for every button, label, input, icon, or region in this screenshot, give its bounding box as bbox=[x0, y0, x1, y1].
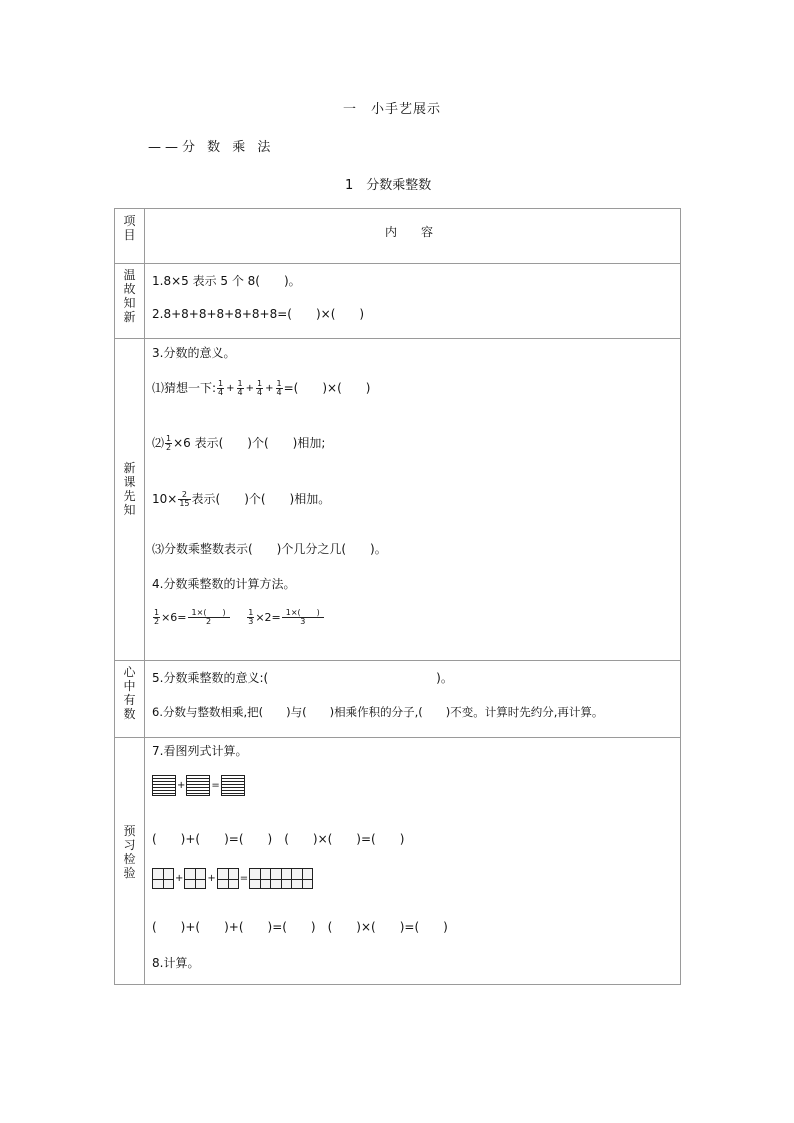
plus-sign: + bbox=[265, 383, 274, 394]
grid-square-figure bbox=[217, 868, 239, 889]
fraction-third bbox=[247, 609, 254, 626]
frac-num: 1 bbox=[154, 608, 160, 617]
section-label-practice bbox=[115, 738, 145, 985]
calc1-result-fraction bbox=[188, 609, 230, 626]
plus-sign: + bbox=[175, 873, 184, 884]
plus-sign: + bbox=[177, 780, 186, 791]
question-7: 7.看图列式计算。 bbox=[152, 744, 248, 758]
frac-num: 1 bbox=[276, 379, 282, 388]
question-4: 4.分数乘整数的计算方法。 bbox=[152, 577, 296, 591]
section-label-text: 新课先知 bbox=[123, 461, 136, 517]
question-3-3: ⑶分数乘整数表示( )个几分之几( )。 bbox=[152, 542, 387, 556]
plus-sign: + bbox=[226, 383, 235, 394]
col1-header: 项目 bbox=[123, 214, 136, 242]
frac-den: 4 bbox=[237, 388, 243, 397]
lesson-title: 1 分数乘整数 bbox=[345, 178, 432, 193]
equals-sign: = bbox=[239, 873, 249, 884]
equals-sign: = bbox=[211, 780, 220, 791]
header-content-cell bbox=[145, 209, 681, 264]
fraction-two-fifteenths bbox=[178, 491, 190, 508]
frac-den: 4 bbox=[257, 388, 263, 397]
subtitle: ——分 数 乘 法 bbox=[148, 140, 275, 155]
question-2: 2.8+8+8+8+8+8+8=( )×( ) bbox=[152, 307, 365, 321]
frac-den: 3 bbox=[300, 617, 306, 626]
frac-den: 2 bbox=[166, 443, 172, 452]
plus-sign: + bbox=[207, 873, 216, 884]
figure-grid-boxes bbox=[152, 868, 313, 889]
section-label-text: 心中有数 bbox=[123, 665, 136, 721]
fraction-half bbox=[165, 435, 172, 452]
fraction-quarter bbox=[237, 380, 244, 397]
practice-row-1: ( )+( )=( ) ( )×( )=( ) bbox=[152, 832, 405, 846]
striped-bar-figure bbox=[221, 775, 245, 796]
section-label-text: 温故知新 bbox=[123, 268, 136, 324]
calc-examples bbox=[152, 609, 325, 626]
grid-square-figure bbox=[184, 868, 206, 889]
frac-num: 1 bbox=[237, 379, 243, 388]
q3-1-prefix: ⑴猜想一下: bbox=[152, 381, 217, 395]
grid-square-figure bbox=[249, 868, 271, 889]
header-label-cell bbox=[115, 209, 145, 264]
q3-2b-suffix: 表示( )个( )相加。 bbox=[191, 492, 331, 506]
q3-1-suffix: =( )×( ) bbox=[283, 381, 371, 395]
frac-den: 2 bbox=[206, 617, 212, 626]
question-3-2 bbox=[152, 434, 325, 452]
frac-den: 2 bbox=[154, 617, 160, 626]
question-8: 8.计算。 bbox=[152, 956, 200, 970]
worksheet-table bbox=[114, 208, 681, 985]
frac-num: 1×( ) bbox=[282, 609, 324, 618]
frac-den: 15 bbox=[179, 499, 190, 508]
plus-sign: + bbox=[245, 383, 255, 394]
striped-bar-figure bbox=[186, 775, 210, 796]
fraction-quarter bbox=[217, 380, 224, 397]
fraction-half bbox=[153, 609, 160, 626]
practice-row-2: ( )+( )+( )=( ) ( )×( )=( ) bbox=[152, 920, 448, 934]
newlesson-cell bbox=[145, 339, 681, 661]
frac-num: 1×( ) bbox=[188, 609, 230, 618]
frac-num: 1 bbox=[218, 379, 224, 388]
unit-title: 一 小手艺展示 bbox=[343, 102, 442, 117]
question-6: 6.分数与整数相乘,把( )与( )相乘作积的分子,( )不变。计算时先约分,再计算。 bbox=[152, 705, 604, 719]
section-label-newlesson bbox=[115, 339, 145, 661]
calc1-mid: ×6= bbox=[161, 611, 187, 624]
section-label-review bbox=[115, 264, 145, 339]
section-label-mind bbox=[115, 661, 145, 738]
question-3-1 bbox=[152, 379, 370, 397]
question-3: 3.分数的意义。 bbox=[152, 346, 236, 360]
frac-num: 2 bbox=[178, 491, 190, 500]
frac-num: 1 bbox=[257, 379, 263, 388]
figure-striped-bars bbox=[152, 775, 245, 796]
question-3-2b bbox=[152, 490, 330, 508]
frac-den: 4 bbox=[276, 388, 282, 397]
frac-num: 1 bbox=[248, 608, 254, 617]
mind-cell bbox=[145, 661, 681, 738]
q3-2-suffix: ×6 表示( )个( )相加; bbox=[173, 436, 326, 450]
q3-2-prefix: ⑵ bbox=[152, 436, 165, 450]
practice-cell bbox=[145, 738, 681, 985]
grid-square-figure bbox=[270, 868, 292, 889]
grid-square-figure bbox=[291, 868, 313, 889]
col2-header: 内 容 bbox=[385, 225, 434, 239]
grid-square-figure bbox=[152, 868, 174, 889]
calc2-mid: ×2= bbox=[255, 611, 281, 624]
striped-bar-figure bbox=[152, 775, 176, 796]
frac-num: 1 bbox=[166, 434, 172, 443]
fraction-quarter bbox=[256, 380, 263, 397]
q3-2b-prefix: 10× bbox=[152, 492, 178, 506]
section-label-text: 预习检验 bbox=[123, 824, 136, 880]
question-5: 5.分数乘整数的意义:( )。 bbox=[152, 671, 453, 685]
question-1: 1.8×5 表示 5 个 8( )。 bbox=[152, 274, 301, 288]
review-cell bbox=[145, 264, 681, 339]
frac-den: 3 bbox=[248, 617, 254, 626]
calc2-result-fraction bbox=[282, 609, 324, 626]
frac-den: 4 bbox=[218, 388, 224, 397]
fraction-quarter bbox=[276, 380, 283, 397]
